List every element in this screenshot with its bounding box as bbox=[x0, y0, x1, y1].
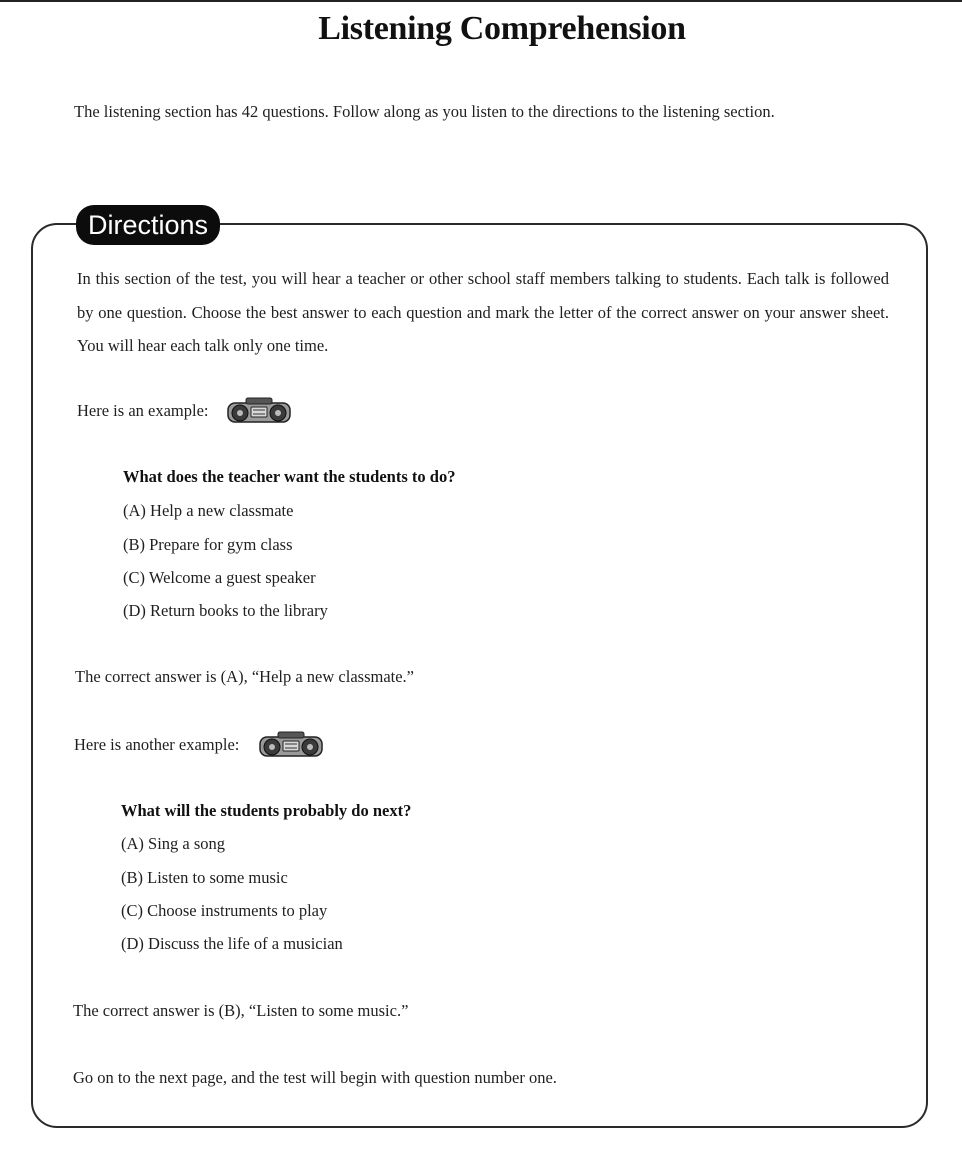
example1-option-c: (C) Welcome a guest speaker bbox=[123, 568, 316, 587]
directions-text: In this section of the test, you will hear a teacher or other school staff members talking to students. Each talk is followed by one question. Choose the best answer to each question and mark the letter of the correct answer on your answer sheet. You will hear each talk only one time. bbox=[77, 269, 889, 355]
example1-question: What does the teacher want the students to do? bbox=[123, 467, 456, 486]
example2-option-d: (D) Discuss the life of a musician bbox=[121, 934, 343, 953]
example2-lead: Here is another example: bbox=[74, 735, 240, 754]
example1-option-b: (B) Prepare for gym class bbox=[123, 535, 293, 554]
directions-label: Directions bbox=[76, 205, 220, 245]
example2-option-b: (B) Listen to some music bbox=[121, 868, 288, 887]
example1-option-a: (A) Help a new classmate bbox=[123, 501, 294, 520]
example2-question: What will the students probably do next? bbox=[121, 801, 412, 820]
example1-option-d: (D) Return books to the library bbox=[123, 601, 328, 620]
example2-answer: The correct answer is (B), “Listen to some music.” bbox=[73, 1001, 409, 1020]
page-title: Listening Comprehension bbox=[318, 10, 686, 47]
example2-option-c: (C) Choose instruments to play bbox=[121, 901, 328, 920]
radio-cassette-player-icon[interactable] bbox=[258, 730, 324, 758]
example2-option-a: (A) Sing a song bbox=[121, 834, 226, 853]
closing-text: Go on to the next page, and the test will begin with question number one. bbox=[73, 1068, 557, 1087]
example1-answer: The correct answer is (A), “Help a new classmate.” bbox=[75, 667, 415, 686]
intro-text: The listening section has 42 questions. Follow along as you listen to the directions to the listening section. bbox=[74, 102, 775, 121]
example1-lead: Here is an example: bbox=[77, 401, 209, 420]
radio-cassette-player-icon[interactable] bbox=[226, 396, 292, 424]
top-rule bbox=[0, 0, 962, 2]
